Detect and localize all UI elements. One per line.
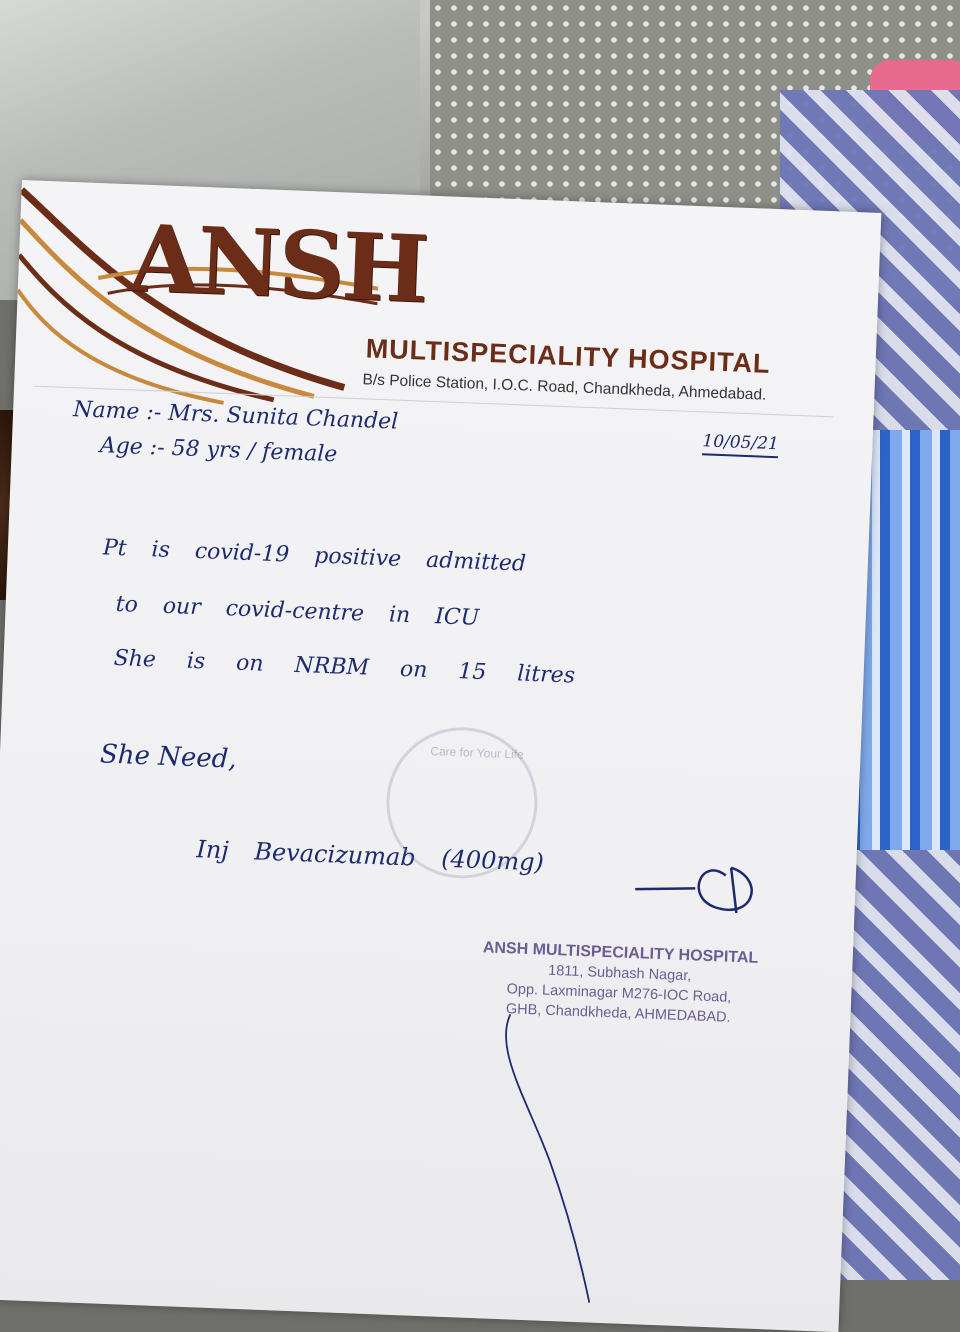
- note-date: 10/05/21: [702, 431, 779, 458]
- hospital-stamp: [480, 938, 758, 1029]
- note-line-3: She is on NRBM on 15 litres: [113, 645, 576, 689]
- signature-icon: [0, 180, 881, 1332]
- prescription-paper: [0, 180, 881, 1332]
- hospital-name: MULTISPECIALITY HOSPITAL: [365, 333, 772, 379]
- hospital-logo: ANSH: [127, 204, 428, 324]
- seal-text: Care for Your Life: [430, 744, 524, 762]
- patient-name: Name :- Mrs. Sunita Chandel: [72, 397, 399, 435]
- note-line-4: She Need,: [99, 739, 238, 775]
- note-line-2: to our covid-centre in ICU: [115, 591, 480, 631]
- stamp-line-4: GHB, Chandkheda, AHMEDABAD.: [505, 1001, 731, 1026]
- hospital-address: B/s Police Station, I.O.C. Road, Chandkheda, Ahmedabad.: [362, 371, 767, 404]
- patient-age: Age :- 58 yrs / female: [99, 433, 338, 468]
- note-line-1: Pt is covid-19 positive admitted: [102, 535, 527, 577]
- stamp-line-3: Opp. Laxminagar M276-IOC Road,: [506, 981, 732, 1006]
- note-line-5: Inj Bevacizumab (400mg): [195, 835, 545, 877]
- stamp-line-2: 1811, Subhash Nagar,: [547, 962, 692, 985]
- stamp-line-1: ANSH MULTISPECIALITY HOSPITAL: [482, 939, 759, 967]
